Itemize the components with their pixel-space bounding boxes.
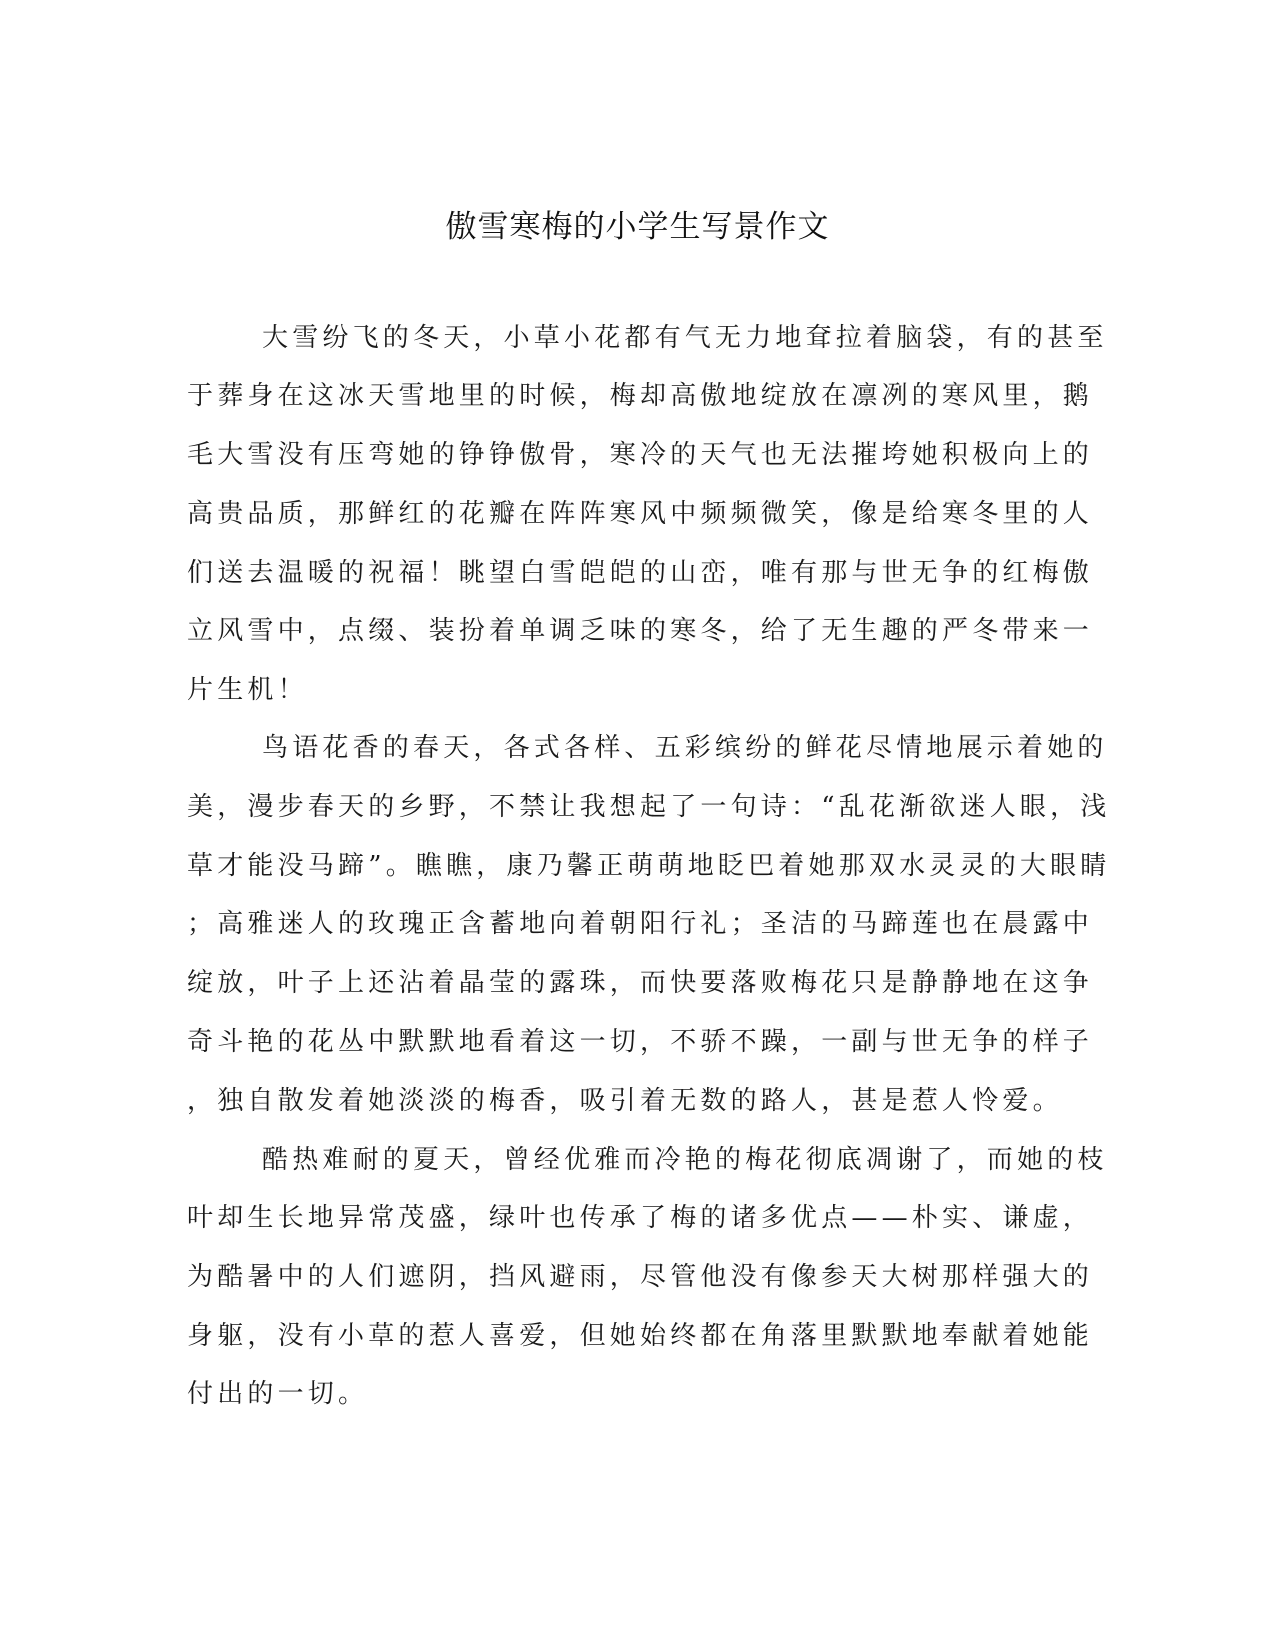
text-line: 为酷暑中的人们遮阴，挡风避雨，尽管他没有像参天大树那样强大的 <box>187 1262 1094 1292</box>
text-line: 大雪纷飞的冬天，小草小花都有气无力地耷拉着脑袋，有的甚至 <box>262 323 1108 353</box>
text-line: 草才能没马蹄”。瞧瞧，康乃馨正萌萌地眨巴着她那双水灵灵的大眼睛 <box>187 851 1111 881</box>
document-title: 傲雪寒梅的小学生写景作文 <box>445 209 830 245</box>
text-line: ；高雅迷人的玫瑰正含蓄地向着朝阳行礼；圣洁的马蹄莲也在晨露中 <box>187 909 1094 939</box>
text-line: 绽放，叶子上还沾着晶莹的露珠，而快要落败梅花只是静静地在这争 <box>187 968 1094 998</box>
text-line: 酷热难耐的夏天，曾经优雅而冷艳的梅花彻底凋谢了，而她的枝 <box>262 1145 1108 1175</box>
text-line: ，独自散发着她淡淡的梅香，吸引着无数的路人，甚是惹人怜爱。 <box>187 1086 1063 1116</box>
text-line: 们送去温暖的祝福！眺望白雪皑皑的山峦，唯有那与世无争的红梅傲 <box>187 558 1094 588</box>
text-line: 身躯，没有小草的惹人喜爱，但她始终都在角落里默默地奉献着她能 <box>187 1321 1094 1351</box>
text-line: 叶却生长地异常茂盛，绿叶也传承了梅的诸多优点——朴实、谦虚， <box>187 1203 1094 1233</box>
text-line: 美，漫步春天的乡野，不禁让我想起了一句诗：“乱花渐欲迷人眼，浅 <box>187 792 1111 822</box>
text-line: 奇斗艳的花丛中默默地看着这一切，不骄不躁，一副与世无争的样子 <box>187 1027 1094 1057</box>
text-line: 毛大雪没有压弯她的铮铮傲骨，寒冷的天气也无法摧垮她积极向上的 <box>187 440 1094 470</box>
text-line: 鸟语花香的春天，各式各样、五彩缤纷的鲜花尽情地展示着她的 <box>262 733 1108 763</box>
text-line: 片生机！ <box>187 675 308 705</box>
text-line: 立风雪中，点缀、装扮着单调乏味的寒冬，给了无生趣的严冬带来一 <box>187 616 1094 646</box>
text-line: 高贵品质，那鲜红的花瓣在阵阵寒风中频频微笑，像是给寒冬里的人 <box>187 499 1094 529</box>
text-line: 付出的一切。 <box>187 1379 369 1409</box>
text-line: 于葬身在这冰天雪地里的时候，梅却高傲地绽放在凛冽的寒风里，鹅 <box>187 381 1094 411</box>
